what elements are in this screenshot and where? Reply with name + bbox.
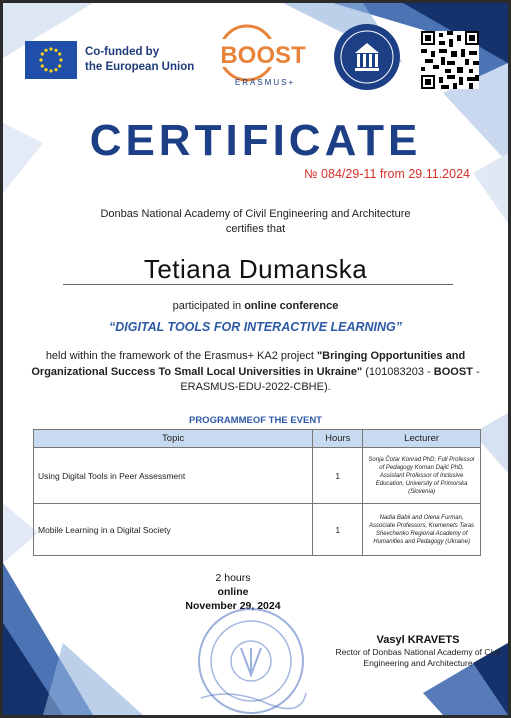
academy-seal-logo	[333, 23, 401, 91]
held-prefix: held within the framework of the Erasmus+ KA2 project	[45, 350, 317, 362]
eu-flag-icon	[25, 41, 77, 79]
table-row	[34, 448, 481, 504]
table-row	[34, 504, 481, 556]
topic-cell: Mobile Learning in a Digital Society	[34, 504, 313, 556]
column-header-lecturer: Lecturer	[363, 430, 481, 448]
hours-cell: 1	[313, 448, 363, 504]
programme-header-row	[34, 430, 481, 448]
signatory	[323, 633, 508, 669]
lecturer-cell: Nadia Babii and Olena Furman, Associate Professors, Kremenets Taras Shevchenko Regional Academy of Humanities and Pedagogy (Ukraine)	[363, 504, 481, 556]
certifies-text: certifies that	[225, 223, 286, 235]
project-code-bold: BOOST	[433, 365, 473, 378]
participated-prefix: participated in	[172, 300, 245, 312]
name-underline	[63, 284, 453, 285]
certificate-page	[3, 3, 508, 715]
column-header-topic: Topic	[34, 430, 313, 448]
boost-erasmus-logo	[207, 23, 317, 89]
eu-cofunded-text: Co-funded by the European Union	[85, 46, 195, 73]
event-date: November 29, 2024	[185, 600, 281, 612]
programme-table	[33, 429, 481, 556]
programme-title: PROGRAMMEOF THE EVENT	[188, 415, 322, 426]
conference-title: “DIGITAL TOOLS FOR INTERACTIVE LEARNING”	[108, 320, 403, 334]
topic-cell: Using Digital Tools in Peer Assessment	[34, 448, 313, 504]
certificate-title: CERTIFICATE	[89, 116, 422, 165]
erasmus-label: ERASMUS+	[234, 78, 296, 87]
project-description	[23, 349, 488, 396]
recipient-name: Tetiana Dumanska	[143, 254, 368, 284]
official-stamp-icon	[191, 603, 311, 715]
event-mode: online	[217, 586, 249, 598]
participated-event-type: online conference	[244, 300, 339, 312]
boost-label: BOOST	[220, 42, 306, 69]
qr-code-icon	[421, 31, 479, 89]
signer-position: Rector of Donbas National Academy of Civil Engineering and Architecture	[335, 647, 501, 668]
certificate-header	[3, 3, 508, 103]
column-header-hours: Hours	[313, 430, 363, 448]
participation-text	[23, 299, 488, 314]
project-code-prefix: (101083203 -	[362, 365, 434, 378]
issuer-name: Donbas National Academy of Civil Engineering and Architecture	[100, 208, 411, 220]
signer-name: Vasyl KRAVETS	[376, 634, 460, 646]
certificate-number: № 084/29-11 from 29.11.2024	[304, 167, 470, 181]
project-code-suffix: - ERASMUS-EDU-2022-CBHE).	[180, 365, 480, 393]
hours-cell: 1	[313, 504, 363, 556]
project-name: "Bringing Opportunities and Organizational Success To Small Local Universities in Ukraine"	[31, 350, 466, 378]
lecturer-cell: Sonja Čotar Konrad PhD, Full Professor of Pedagogy Kornan Dajić PhD, Assistant Professor of Inclusive Education, University of Primorska (Slovenia)	[363, 448, 481, 504]
event-duration: 2 hours	[215, 572, 251, 584]
